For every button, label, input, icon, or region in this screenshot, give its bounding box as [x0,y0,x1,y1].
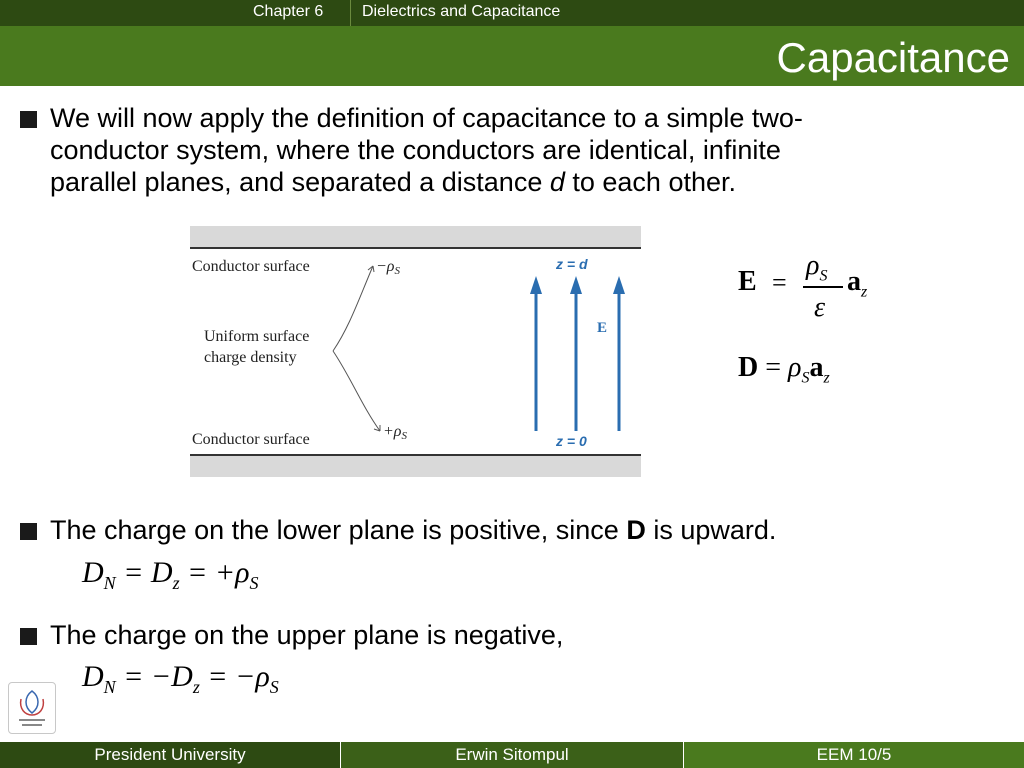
eq-e-numerator: $\rho_S$ [806,250,828,285]
footer-author: Erwin Sitompul [341,742,683,768]
bullet-text: The charge on the lower plane is positive, since D is upward. [50,515,777,545]
section-label: Dielectrics and Capacitance [362,3,561,20]
parallel-plate-figure [190,226,641,477]
distance-variable: d [549,167,565,197]
eq-e-lhs: E [738,266,757,297]
title-bar [0,26,1024,86]
rho-positive-label: +ρS [383,423,407,442]
header-divider [350,0,351,26]
bullet-text-line3-end: to each other. [564,167,736,197]
header-bar [0,0,1024,26]
eq-upper-plane: $D_N = -D_z = -\rho_S$ [82,660,279,697]
z-zero-label: z = 0 [556,433,587,449]
footer-university: President University [0,742,340,768]
eq-d-row: $D = \rho_Sa_z$ [738,352,830,387]
page-title: Capacitance [776,34,1010,81]
uniform-label-line1: Uniform surface [204,328,310,345]
bullet-text-line3-start: parallel planes, and separated a distance [50,167,550,197]
chapter-label: Chapter 6 [253,3,324,20]
field-label: E [597,320,608,336]
logo-emblem-icon [9,683,55,733]
eq-e-equals: = [772,268,787,297]
conductor-label-bottom: Conductor surface [192,431,310,448]
bullet-text: The charge on the upper plane is negative, [50,620,564,650]
footer-bar [0,742,1024,768]
eq-lower-plane: $D_N = D_z = +\rho_S$ [82,556,259,593]
bullet-square-icon [20,111,37,128]
z-d-label: z = d [556,256,588,272]
rho-negative-label: −ρS [376,258,400,277]
eq-e-denominator: ε [814,292,826,323]
uniform-label-line2: charge density [204,349,297,366]
footer-page-number: EEM 10/5 [684,742,1024,768]
bullet-text-line3 [50,166,736,198]
bottom-plate [190,455,641,477]
top-plate [190,226,641,248]
eq-e-unit-vector: $a_z$ [847,266,868,301]
conductor-label-top: Conductor surface [192,258,310,275]
bullet-text-line2: conductor system, where the conductors are identical, infinite [50,135,781,165]
eq-e-fraction-bar [803,286,843,288]
university-logo [8,682,56,734]
bullet-text-line1: We will now apply the definition of capacitance to a simple two- [50,103,803,133]
bullet-square-icon [20,523,37,540]
bullet-square-icon [20,628,37,645]
